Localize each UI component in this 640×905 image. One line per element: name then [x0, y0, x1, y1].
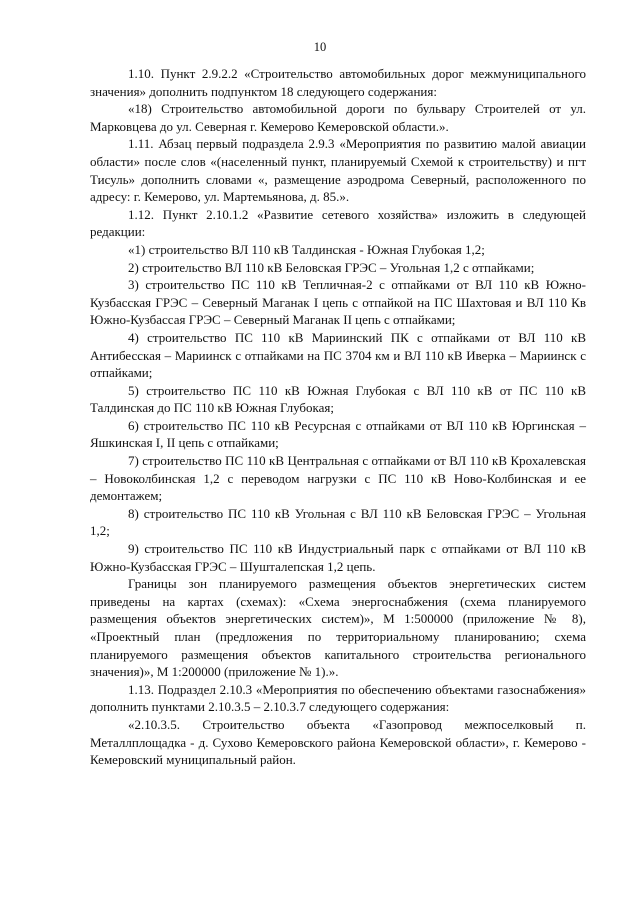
paragraph-1-10: 1.10. Пункт 2.9.2.2 «Строительство автомобильных дорог межмуниципального значения» дополнить подпунктом 18 следующего содержания: [90, 66, 586, 99]
paragraph-1-11: 1.11. Абзац первый подраздела 2.9.3 «Мероприятия по развитию малой авиации области» после слов «(населенный пункт, планируемый Схемой к строительству) и пгт Тисуль» дополнить словами «, размещение аэродрома Северный, расположенного по адресу: г. Кемерово, ул. Мартемьянова, д. 85.». [90, 136, 586, 205]
list-item-1: «1) строительство ВЛ 110 кВ Талдинская - Южная Глубокая 1,2; [128, 241, 485, 257]
list-item-8: 8) строительство ПС 110 кВ Угольная с ВЛ 110 кВ Беловская ГРЭС – Угольная 1,2; [90, 505, 586, 539]
paragraph-1-12: 1.12. Пункт 2.10.1.2 «Развитие сетевого хозяйства» изложить в следующей редакции: [90, 206, 586, 240]
paragraph-2-10-3-5: «2.10.3.5. Строительство объекта «Газопровод межпоселковый п. Металлплощадка - д. Сухово Кемеровского района Кемеровской области», г. Кемерово - Кемеровский муниципальный район. [90, 716, 586, 768]
list-item-9: 9) строительство ПС 110 кВ Индустриальный парк с отпайками от ВЛ 110 кВ Южно-Кузбасская ГРЭС – Шушталепская 1,2 цепь. [90, 541, 586, 574]
page-number: 10 [313, 40, 327, 54]
document-body [90, 65, 586, 769]
list-item-4: 4) строительство ПС 110 кВ Мариинский ПК с отпайками от ВЛ 110 кВ Антибесская – Мариинск с отпайками на ПС 3704 км и ВЛ 110 кВ Иверка – Мариинск с отпайками; [90, 329, 586, 381]
list-item-6: 6) строительство ПС 110 кВ Ресурсная с отпайками от ВЛ 110 кВ Юргинская – Яшкинская I, II цепь с отпайками; [90, 417, 586, 451]
paragraph-boundaries: Границы зон планируемого размещения объектов энергетических систем приведены на картах (схемах): «Схема энергоснабжения (схема планируемого размещения объектов энергетических систем)», М 1:500000 (приложение № 8), «Проектный план (предложения по территориальному планированию; схема планируемого размещения объектов капитального строительства регионального значения)», М 1:200000 (приложение № 1).». [90, 576, 586, 680]
list-item-7: 7) строительство ПС 110 кВ Центральная с отпайками от ВЛ 110 кВ Крохалевская – Новоколбинская 1,2 с переводом нагрузки с ПС 110 кВ Ново-Колбинская и ее демонтажем; [90, 453, 586, 504]
list-item-3: 3) строительство ПС 110 кВ Тепличная-2 с отпайками от ВЛ 110 кВ Южно-Кузбасская ГРЭС – Северный Маганак I цепь с отпайкой на ПС Шахтовая и ВЛ 110 Кв Южно-Кузбассая ГРЭС – Северный Маганак II цепь с отпайками; [90, 277, 586, 328]
list-item-5: 5) строительство ПС 110 кВ Южная Глубокая с ВЛ 110 кВ от ПС 110 кВ Талдинская до ПС 110 кВ Южная Глубокая; [90, 382, 586, 416]
list-item-2: 2) строительство ВЛ 110 кВ Беловская ГРЭС – Угольная 1,2 с отпайками; [128, 259, 535, 275]
paragraph-1-13: 1.13. Подраздел 2.10.3 «Мероприятия по обеспечению объектами газоснабжения» дополнить пунктами 2.10.3.5 – 2.10.3.7 следующего содержания: [90, 681, 586, 715]
paragraph-quote-18: «18) Строительство автомобильной дороги по бульвару Строителей от ул. Марковцева до ул. Северная г. Кемерово Кемеровской области.». [90, 101, 586, 134]
